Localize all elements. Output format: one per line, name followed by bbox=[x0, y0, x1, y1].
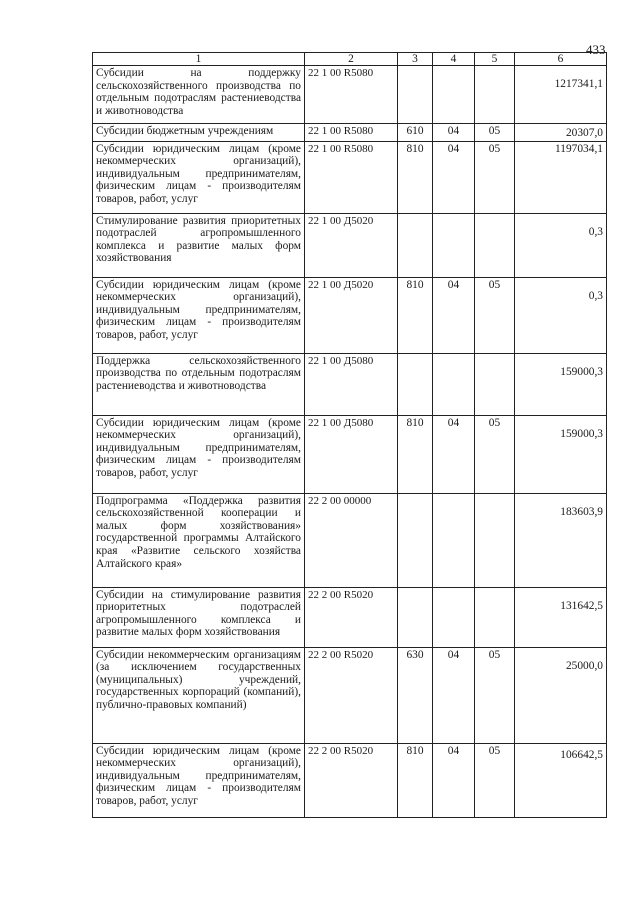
target-code-cell: 22 1 00 R5080 bbox=[305, 66, 398, 124]
target-code-cell: 22 1 00 Д5080 bbox=[305, 353, 398, 415]
item-name-cell: Стимулирование развития приоритетных подотраслей агропромышленного комплекса и развитие малых форм хозяйствования bbox=[93, 213, 305, 277]
table-row bbox=[93, 743, 607, 817]
subsection-cell: 05 bbox=[475, 647, 515, 743]
amount-cell: 106642,5 bbox=[515, 743, 607, 817]
amount-cell: 25000,0 bbox=[515, 647, 607, 743]
subsection-cell bbox=[475, 66, 515, 124]
amount-cell: 159000,3 bbox=[515, 353, 607, 415]
subsection-cell: 05 bbox=[475, 743, 515, 817]
section-cell: 04 bbox=[433, 124, 475, 142]
section-cell bbox=[433, 66, 475, 124]
subsection-cell: 05 bbox=[475, 277, 515, 353]
item-name-cell: Субсидии на стимулирование развития приоритетных подотраслей агропромышленного комплекса и развитие малых форм хозяйствования bbox=[93, 587, 305, 647]
item-name-cell: Субсидии на поддержку сельскохозяйственного производства по отдельным подотраслям растениеводства и животноводства bbox=[93, 66, 305, 124]
section-cell: 04 bbox=[433, 277, 475, 353]
section-cell bbox=[433, 353, 475, 415]
section-cell bbox=[433, 587, 475, 647]
item-name-cell: Поддержка сельскохозяйственного производства по отдельным подотраслям растениеводства и животноводства bbox=[93, 353, 305, 415]
column-header: 4 bbox=[433, 53, 475, 66]
target-code-cell: 22 1 00 R5080 bbox=[305, 124, 398, 142]
expense-type-cell: 630 bbox=[398, 647, 433, 743]
table-row bbox=[93, 587, 607, 647]
subsection-cell bbox=[475, 213, 515, 277]
target-code-cell: 22 2 00 R5020 bbox=[305, 587, 398, 647]
table-body bbox=[93, 66, 607, 818]
section-cell: 04 bbox=[433, 647, 475, 743]
expense-type-cell bbox=[398, 213, 433, 277]
target-code-cell: 22 1 00 Д5080 bbox=[305, 415, 398, 493]
column-header: 6 bbox=[515, 53, 607, 66]
budget-table bbox=[92, 52, 607, 818]
item-name-cell: Субсидии юридическим лицам (кроме некоммерческих организаций), индивидуальным предпринимателям, физическим лицам - производителям товаров, работ, услуг bbox=[93, 415, 305, 493]
amount-cell: 1217341,1 bbox=[515, 66, 607, 124]
expense-type-cell bbox=[398, 493, 433, 587]
section-cell bbox=[433, 493, 475, 587]
amount-cell: 0,3 bbox=[515, 277, 607, 353]
target-code-cell: 22 2 00 R5020 bbox=[305, 647, 398, 743]
expense-type-cell: 810 bbox=[398, 141, 433, 213]
subsection-cell bbox=[475, 587, 515, 647]
table-row bbox=[93, 66, 607, 124]
subsection-cell bbox=[475, 353, 515, 415]
target-code-cell: 22 1 00 Д5020 bbox=[305, 213, 398, 277]
table-row bbox=[93, 647, 607, 743]
expense-type-cell bbox=[398, 66, 433, 124]
amount-cell: 183603,9 bbox=[515, 493, 607, 587]
amount-cell: 0,3 bbox=[515, 213, 607, 277]
section-cell: 04 bbox=[433, 415, 475, 493]
subsection-cell: 05 bbox=[475, 415, 515, 493]
expense-type-cell bbox=[398, 353, 433, 415]
section-cell: 04 bbox=[433, 141, 475, 213]
table-row bbox=[93, 493, 607, 587]
item-name-cell: Субсидии юридическим лицам (кроме некоммерческих организаций), индивидуальным предпринимателям, физическим лицам - производителям товаров, работ, услуг bbox=[93, 141, 305, 213]
column-header: 1 bbox=[93, 53, 305, 66]
expense-type-cell: 610 bbox=[398, 124, 433, 142]
table-row bbox=[93, 415, 607, 493]
table-row bbox=[93, 124, 607, 142]
item-name-cell: Субсидии бюджетным учреждениям bbox=[93, 124, 305, 142]
amount-cell: 1197034,1 bbox=[515, 141, 607, 213]
section-cell bbox=[433, 213, 475, 277]
amount-cell: 131642,5 bbox=[515, 587, 607, 647]
amount-cell: 20307,0 bbox=[515, 124, 607, 142]
expense-type-cell: 810 bbox=[398, 277, 433, 353]
table-row bbox=[93, 141, 607, 213]
section-cell: 04 bbox=[433, 743, 475, 817]
item-name-cell: Субсидии юридическим лицам (кроме некоммерческих организаций), индивидуальным предпринимателям, физическим лицам - производителям товаров, работ, услуг bbox=[93, 277, 305, 353]
column-header: 5 bbox=[475, 53, 515, 66]
expense-type-cell: 810 bbox=[398, 415, 433, 493]
subsection-cell: 05 bbox=[475, 124, 515, 142]
amount-cell: 159000,3 bbox=[515, 415, 607, 493]
target-code-cell: 22 2 00 00000 bbox=[305, 493, 398, 587]
subsection-cell bbox=[475, 493, 515, 587]
column-header: 2 bbox=[305, 53, 398, 66]
column-header: 3 bbox=[398, 53, 433, 66]
table-row bbox=[93, 213, 607, 277]
expense-type-cell bbox=[398, 587, 433, 647]
table-row bbox=[93, 277, 607, 353]
item-name-cell: Подпрограмма «Поддержка развития сельскохозяйственной кооперации и малых форм хозяйствования» государственной программы Алтайского края «Развитие сельского хозяйства Алтайского края» bbox=[93, 493, 305, 587]
subsection-cell: 05 bbox=[475, 141, 515, 213]
target-code-cell: 22 1 00 R5080 bbox=[305, 141, 398, 213]
item-name-cell: Субсидии некоммерческим организациям (за исключением государственных (муниципальных) учреждений, государственных корпораций (компаний), публично-правовых компаний) bbox=[93, 647, 305, 743]
page-number: 433 bbox=[586, 42, 606, 57]
table-header-row bbox=[93, 53, 607, 66]
item-name-cell: Субсидии юридическим лицам (кроме некоммерческих организаций), индивидуальным предпринимателям, физическим лицам - производителям товаров, работ, услуг bbox=[93, 743, 305, 817]
table-row bbox=[93, 353, 607, 415]
target-code-cell: 22 1 00 Д5020 bbox=[305, 277, 398, 353]
target-code-cell: 22 2 00 R5020 bbox=[305, 743, 398, 817]
expense-type-cell: 810 bbox=[398, 743, 433, 817]
